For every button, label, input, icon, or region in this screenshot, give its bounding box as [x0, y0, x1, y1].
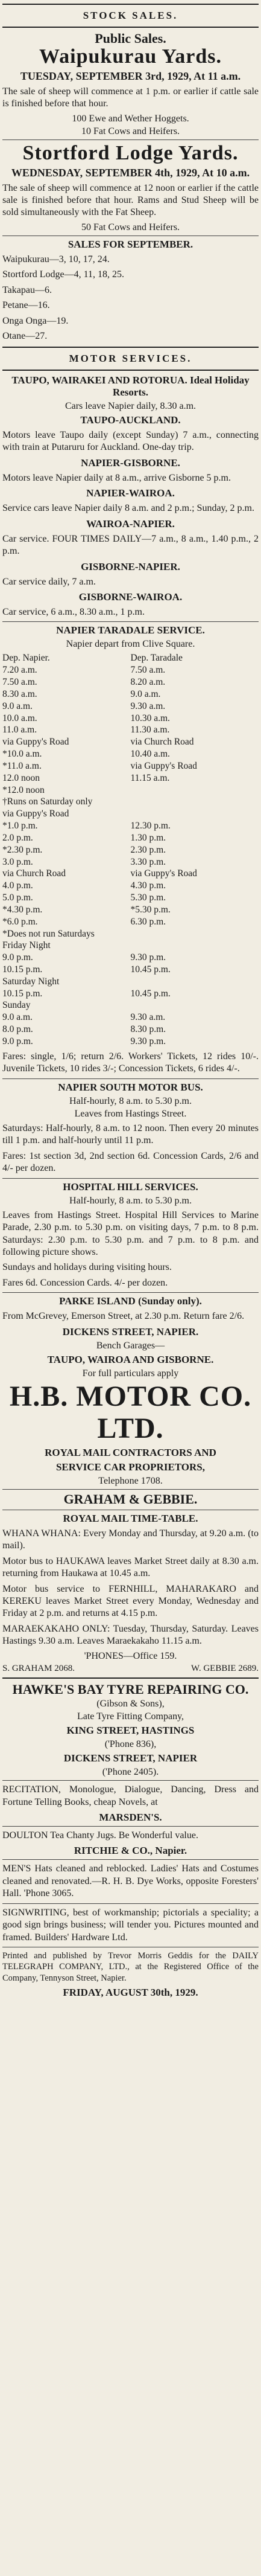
mens-hats-ad: MEN'S Hats cleaned and reblocked. Ladies' Hats and Costumes cleaned and renovated.—R. H. B. Dye Works, opposite Foresters' Hall. 'Phone 3065.: [2, 1863, 259, 1899]
divider: [2, 347, 259, 348]
printer-date: FRIDAY, AUGUST 30th, 1929.: [63, 1986, 198, 1998]
hbtyre-title: HAWKE'S BAY TYRE REPAIRING CO.: [12, 1681, 249, 1697]
timetable-napier-cell: *10.0 a.m.: [2, 749, 42, 760]
ritchie: RITCHIE & CO., Napier.: [74, 1845, 187, 1857]
divider: [2, 1677, 259, 1679]
timetable-row: [2, 964, 259, 976]
taupo-line: Motors leave Taupo daily (except Sunday) 7 a.m., connecting with train at Putaruru for Auckland. One-day trip.: [2, 429, 259, 453]
divider: [2, 27, 259, 28]
owner-gebbie: W. GEBBIE 2689.: [191, 1663, 259, 1673]
timetable-taradale-cell: 4.30 p.m.: [130, 880, 166, 891]
timetable-napier-cell: 9.0 p.m.: [2, 952, 33, 963]
parke-line: From McGrevey, Emerson Street, at 2.30 p.m. Return fare 2/6.: [2, 1311, 245, 1322]
divider: [2, 1780, 259, 1781]
timetable-napier-cell: 10.15 p.m.: [2, 988, 43, 999]
timetable-row: [2, 713, 259, 725]
timetable-taradale-cell: 11.15 a.m.: [130, 772, 170, 783]
timetable-taradale-cell: 5.30 p.m.: [130, 892, 166, 903]
top-rule: [2, 4, 259, 5]
timetable-napier-cell: via Church Road: [2, 868, 66, 879]
timetable-napier-cell: via Guppy's Road: [2, 737, 69, 748]
september-line: Waipukurau—3, 10, 17, 24.: [2, 254, 110, 264]
timetable-row: [2, 988, 259, 1000]
timetable-taradale-cell: [131, 796, 259, 808]
taupo-line: Car service, 6 a.m., 8.30 a.m., 1 p.m.: [2, 607, 145, 617]
gg-owners: [2, 1664, 259, 1674]
timetable-row: [2, 976, 259, 988]
timetable-napier-cell: 9.0 a.m.: [2, 1012, 33, 1023]
taupo-line: Car service daily, 7 a.m.: [2, 576, 96, 587]
timetable-row: [2, 808, 259, 820]
hb-phone: Telephone 1708.: [98, 1476, 163, 1487]
timetable-napier-cell: 9.0 a.m.: [2, 700, 33, 711]
timetable-napier-cell: *1.0 p.m.: [2, 821, 38, 831]
sale1-item: 100 Ewe and Wether Hoggets.: [72, 113, 189, 124]
september-line: Takapau—6.: [2, 284, 52, 295]
timetable-row: [2, 952, 259, 964]
timetable-taradale-cell: 10.40 a.m.: [130, 749, 170, 760]
timetable-napier-cell: *12.0 noon: [2, 784, 45, 795]
timetable-taradale-cell: *5.30 p.m.: [130, 904, 171, 915]
divider: [2, 1078, 259, 1079]
timetable-napier-cell: 4.0 p.m.: [2, 880, 33, 891]
september-line: Petane—16.: [2, 300, 50, 311]
timetable-taradale-cell: 12.30 p.m.: [130, 821, 171, 831]
gg-title: ROYAL MAIL TIME-TABLE.: [63, 1512, 198, 1524]
gg-para: MARAEKAKAHO ONLY: Tuesday, Thursday, Saturday. Leaves Hastings 9.30 a.m. Leaves Maraekakaho 11.15 a.m.: [2, 1623, 259, 1647]
timetable-taradale-cell: [131, 784, 259, 796]
hbtyre-line: ('Phone 836),: [104, 1739, 157, 1750]
taupo-line: Cars leave Napier daily, 8.30 a.m.: [64, 400, 197, 411]
divider: [2, 235, 259, 236]
hbtyre-line: (Gibson & Sons),: [96, 1699, 165, 1709]
hb-motor-logo: H.B. MOTOR CO. LTD.: [9, 1380, 252, 1444]
timetable-napier-cell: *2.30 p.m.: [2, 844, 43, 855]
parke-line: Bench Garages—: [96, 1340, 165, 1351]
taupo-line: Service cars leave Napier daily 8 a.m. and 2 p.m.; Sunday, 2 p.m.: [2, 503, 254, 514]
timetable-taradale-cell: 8.30 p.m.: [130, 1024, 166, 1035]
timetable-row: [2, 1011, 259, 1024]
divider: [2, 621, 259, 622]
timetable-napier-cell: *11.0 a.m.: [2, 760, 42, 771]
taupo-line: TAUPO, WAIRAKEI AND ROTORUA. Ideal Holiday Resorts.: [11, 374, 250, 398]
timetable-row: [2, 999, 259, 1011]
timetable-taradale-cell: 11.30 a.m.: [130, 725, 170, 735]
timetable-napier-cell: 3.0 p.m.: [2, 856, 33, 867]
printer-notice: Printed and published by Trevor Morris Geddis for the DAILY TELEGRAPH COMPANY, LTD., at the Registered Office of the Company, Tennyson Street, Napier.: [2, 1951, 259, 1983]
nsbus-line: Fares: 1st section 3d, 2nd section 6d. Concession Cards, 2/6 and 4/- per dozen.: [2, 1150, 259, 1174]
timetable-row: [2, 676, 259, 688]
sale1-title2: Waipukurau Yards.: [39, 45, 222, 68]
september-line: Stortford Lodge—4, 11, 18, 25.: [2, 269, 125, 280]
divider: [2, 1826, 259, 1827]
hospital-line: Fares 6d. Concession Cards. 4/- per dozen.: [2, 1277, 168, 1288]
timetable-napier-cell: via Guppy's Road: [2, 809, 69, 819]
timetable-taradale-cell: [131, 808, 259, 820]
timetable-napier-cell: 8.0 p.m.: [2, 1024, 33, 1035]
sale1-item: 10 Fat Cows and Heifers.: [81, 126, 180, 136]
stock-sales-header: STOCK SALES.: [83, 10, 178, 21]
timetable-row: [2, 820, 259, 832]
timetable-rows: [2, 664, 259, 1048]
owner-graham: S. GRAHAM 2068.: [2, 1663, 75, 1673]
hospital-line: Leaves from Hastings Street. Hospital Hill Services to Marine Parade, 2.30 p.m. to 5.30 p.m. on visiting days, 7 p.m. to 8 p.m. Saturdays: 2.30 p.m. to 5.30 p.m. and 7 p.m. to 8 p.m. and following picture shows.: [2, 1210, 259, 1258]
parke-line: PARKE ISLAND (Sunday only).: [59, 1295, 202, 1307]
taupo-line: GISBORNE-WAIROA.: [78, 591, 183, 603]
timetable-taradale-cell: 9.30 a.m.: [130, 1012, 166, 1023]
gg-para: WHANA WHANA: Every Monday and Thursday, at 9.20 a.m. (to mail).: [2, 1528, 259, 1551]
signwriting-ad: SIGNWRITING, best of workmanship; pictorials a speciality; a good sign brings business; will tender you. Pictures mounted and framed. Builders' Hardware Ltd.: [2, 1907, 259, 1943]
gg-para: Motor bus service to FERNHILL, MAHARAKARO and KEREKU leaves Market Street every Monday, Wednesday and Friday at 2 p.m. and returns at 4.15 p.m.: [2, 1583, 259, 1619]
timetable-taradale-cell: 7.50 a.m.: [130, 665, 166, 676]
recitation-ad: RECITATION, Monologue, Dialogue, Dancing, Dress and Fortune Telling Books, cheap Novels, at: [2, 1784, 259, 1807]
timetable-row: [2, 1024, 259, 1036]
divider: [2, 1903, 259, 1904]
doulton-ad: DOULTON Tea Chanty Jugs. Be Wonderful value.: [2, 1830, 198, 1841]
hb-line2: SERVICE CAR PROPRIETORS,: [55, 1461, 206, 1473]
newspaper-page: [2, 0, 259, 2001]
taradale-title: NAPIER TARADALE SERVICE.: [56, 624, 205, 636]
nsbus-line: Half-hourly, 8 a.m. to 5.30 p.m.: [69, 1095, 192, 1106]
taupo-line: Car service. FOUR TIMES DAILY—7 a.m., 8 a.m., 1.40 p.m., 2 p.m.: [2, 533, 259, 557]
timetable-taradale-cell: 10.30 a.m.: [130, 713, 170, 723]
timetable-row: [2, 940, 259, 952]
taradale-fares: Fares: single, 1/6; return 2/6. Workers' Tickets, 12 rides 10/-. Juvenile Tickets, 10 rides 3/-; Concession Tickets, 6 rides 4/-.: [2, 1051, 259, 1074]
timetable-row: [2, 832, 259, 844]
sale2-date: WEDNESDAY, SEPTEMBER 4th, 1929, At 10 a.m.: [11, 166, 250, 179]
timetable-taradale-cell: 9.30 p.m.: [130, 952, 166, 963]
parke-line: TAUPO, WAIROA AND GISBORNE.: [47, 1353, 214, 1365]
september-line: Onga Onga—19.: [2, 315, 69, 326]
sale2-body: The sale of sheep will commence at 12 noon or earlier if the cattle sale is finished before that hour. Rams and Stud Sheep will be sold simultaneously with the Fat Sheep.: [2, 182, 259, 218]
hbtyre-line: Late Tyre Fitting Company,: [77, 1711, 184, 1722]
timetable-taradale-cell: [131, 928, 259, 940]
sale2-title: Stortford Lodge Yards.: [22, 141, 239, 164]
taupo-line: Motors leave Napier daily at 8 a.m., arrive Gisborne 5 p.m.: [2, 472, 231, 483]
timetable-row: [2, 856, 259, 868]
taupo-line: GISBORNE-NAPIER.: [81, 560, 180, 572]
timetable-row: [2, 688, 259, 700]
timetable-row: [2, 904, 259, 916]
timetable-taradale-cell: [131, 999, 259, 1011]
nsbus-line: Leaves from Hastings Street.: [74, 1108, 187, 1119]
timetable-napier-cell: Friday Night: [2, 940, 51, 951]
timetable-napier-cell: Saturday Night: [2, 976, 60, 987]
taupo-section: [2, 374, 259, 619]
timetable-row: [2, 664, 259, 676]
motor-services-header: MOTOR SERVICES.: [69, 352, 192, 364]
sale1-date: TUESDAY, SEPTEMBER 3rd, 1929, At 11 a.m.: [20, 69, 241, 82]
hb-line1: ROYAL MAIL CONTRACTORS AND: [45, 1447, 216, 1459]
timetable-row: [2, 892, 259, 904]
taupo-line: NAPIER-GISBORNE.: [81, 457, 180, 469]
timetable-napier-cell: 10.15 p.m.: [2, 964, 43, 975]
timetable-taradale-cell: 2.30 p.m.: [130, 844, 166, 855]
timetable-row: [2, 700, 259, 713]
timetable-taradale-cell: 9.30 a.m.: [130, 700, 166, 711]
timetable-taradale-cell: 10.45 p.m.: [130, 988, 171, 999]
timetable-taradale-cell: [131, 940, 259, 952]
timetable-taradale-cell: 9.0 a.m.: [130, 688, 161, 699]
taupo-line: WAIROA-NAPIER.: [86, 517, 175, 530]
timetable-row: [2, 1036, 259, 1048]
timetable-row: [2, 916, 259, 928]
hospital-line: Half-hourly, 8 a.m. to 5.30 p.m.: [69, 1195, 192, 1206]
september-line: Otane—27.: [2, 331, 48, 342]
timetable-row: [2, 724, 259, 736]
timetable-napier-cell: 8.30 a.m.: [2, 688, 37, 699]
timetable-napier-cell: 7.20 a.m.: [2, 665, 37, 676]
taupo-line: NAPIER-WAIROA.: [86, 487, 175, 499]
sale1-body: The sale of sheep will commence at 1 p.m. or earlier if cattle sale is finished before that hour.: [2, 86, 259, 109]
timetable-napier-cell: 12.0 noon: [2, 772, 40, 783]
timetable-taradale-cell: via Guppy's Road: [130, 760, 197, 771]
timetable-napier-cell: 7.50 a.m.: [2, 677, 37, 688]
timetable-taradale-cell: 9.30 p.m.: [130, 1036, 166, 1046]
timetable-napier-cell: 2.0 p.m.: [2, 832, 33, 843]
timetable-napier-cell: *Does not run Saturdays: [2, 928, 95, 939]
timetable-napier-cell: 9.0 p.m.: [2, 1036, 33, 1046]
sale2-item: 50 Fat Cows and Heifers.: [81, 222, 180, 232]
timetable-napier-cell: *6.0 p.m.: [2, 916, 38, 927]
divider: [2, 370, 259, 371]
timetable-taradale-cell: 3.30 p.m.: [130, 856, 166, 867]
hospital-line: Sundays and holidays during visiting hours.: [2, 1262, 172, 1273]
gg-para: Motor bus to HAUKAWA leaves Market Street daily at 8.30 a.m. returning from Haukawa at 10.45 a.m.: [2, 1556, 259, 1579]
divider: [2, 1489, 259, 1490]
timetable-row: [2, 796, 259, 808]
divider: [2, 1178, 259, 1179]
timetable-row: [2, 928, 259, 940]
divider: [2, 139, 259, 140]
september-title: SALES FOR SEPTEMBER.: [68, 238, 193, 250]
timetable-taradale-cell: via Guppy's Road: [130, 868, 197, 879]
timetable-row: [2, 880, 259, 892]
marsden: MARSDEN'S.: [99, 1812, 162, 1824]
timetable-napier-cell: Sunday: [2, 1000, 31, 1011]
hbtyre-line: KING STREET, HASTINGS: [66, 1725, 195, 1737]
timetable-row: [2, 784, 259, 796]
timetable-napier-cell: *4.30 p.m.: [2, 904, 43, 915]
timetable-taradale-cell: [131, 976, 259, 988]
timetable-row: [2, 844, 259, 856]
hospital-line: HOSPITAL HILL SERVICES.: [63, 1181, 198, 1193]
hb-lead: For full particulars apply: [82, 1368, 179, 1379]
hbtyre-line: DICKENS STREET, NAPIER: [63, 1752, 198, 1764]
taupo-line: TAUPO-AUCKLAND.: [80, 414, 181, 426]
timetable-napier-cell: 11.0 a.m.: [2, 725, 37, 735]
hbtyre-line: ('Phone 2405).: [102, 1767, 159, 1778]
timetable-header: [2, 652, 259, 664]
timetable-col-taradale: Dep. Taradale: [130, 653, 183, 664]
timetable-taradale-cell: via Church Road: [130, 737, 194, 748]
timetable-row: [2, 748, 259, 760]
divider: [2, 1859, 259, 1860]
nsbus-line: NAPIER SOUTH MOTOR BUS.: [58, 1081, 203, 1093]
timetable-row: [2, 760, 259, 772]
timetable-row: [2, 772, 259, 784]
parke-line: DICKENS STREET, NAPIER.: [62, 1325, 199, 1338]
timetable-taradale-cell: 10.45 p.m.: [130, 964, 171, 975]
divider: [2, 1292, 259, 1293]
timetable-napier-cell: 10.0 a.m.: [2, 713, 37, 723]
taradale-timetable: [2, 652, 259, 1047]
gg-name: GRAHAM & GEBBIE.: [63, 1491, 198, 1507]
timetable-napier-cell: †Runs on Saturday only: [2, 796, 93, 807]
nsbus-line: Saturdays: Half-hourly, 8 a.m. to 12 noon. Then every 20 minutes till 1 p.m. and half-hourly until 11 p.m.: [2, 1123, 259, 1146]
timetable-napier-cell: 5.0 p.m.: [2, 892, 33, 903]
timetable-row: [2, 868, 259, 880]
timetable-col-napier: Dep. Napier.: [2, 653, 50, 664]
gg-phone: 'PHONES—Office 159.: [84, 1650, 177, 1661]
timetable-row: [2, 736, 259, 748]
timetable-taradale-cell: 8.20 a.m.: [130, 677, 166, 688]
timetable-taradale-cell: 6.30 p.m.: [130, 916, 166, 927]
sale1-title1: Public Sales.: [95, 31, 166, 46]
taradale-sub: Napier depart from Clive Square.: [66, 639, 195, 650]
timetable-taradale-cell: 1.30 p.m.: [130, 832, 166, 843]
